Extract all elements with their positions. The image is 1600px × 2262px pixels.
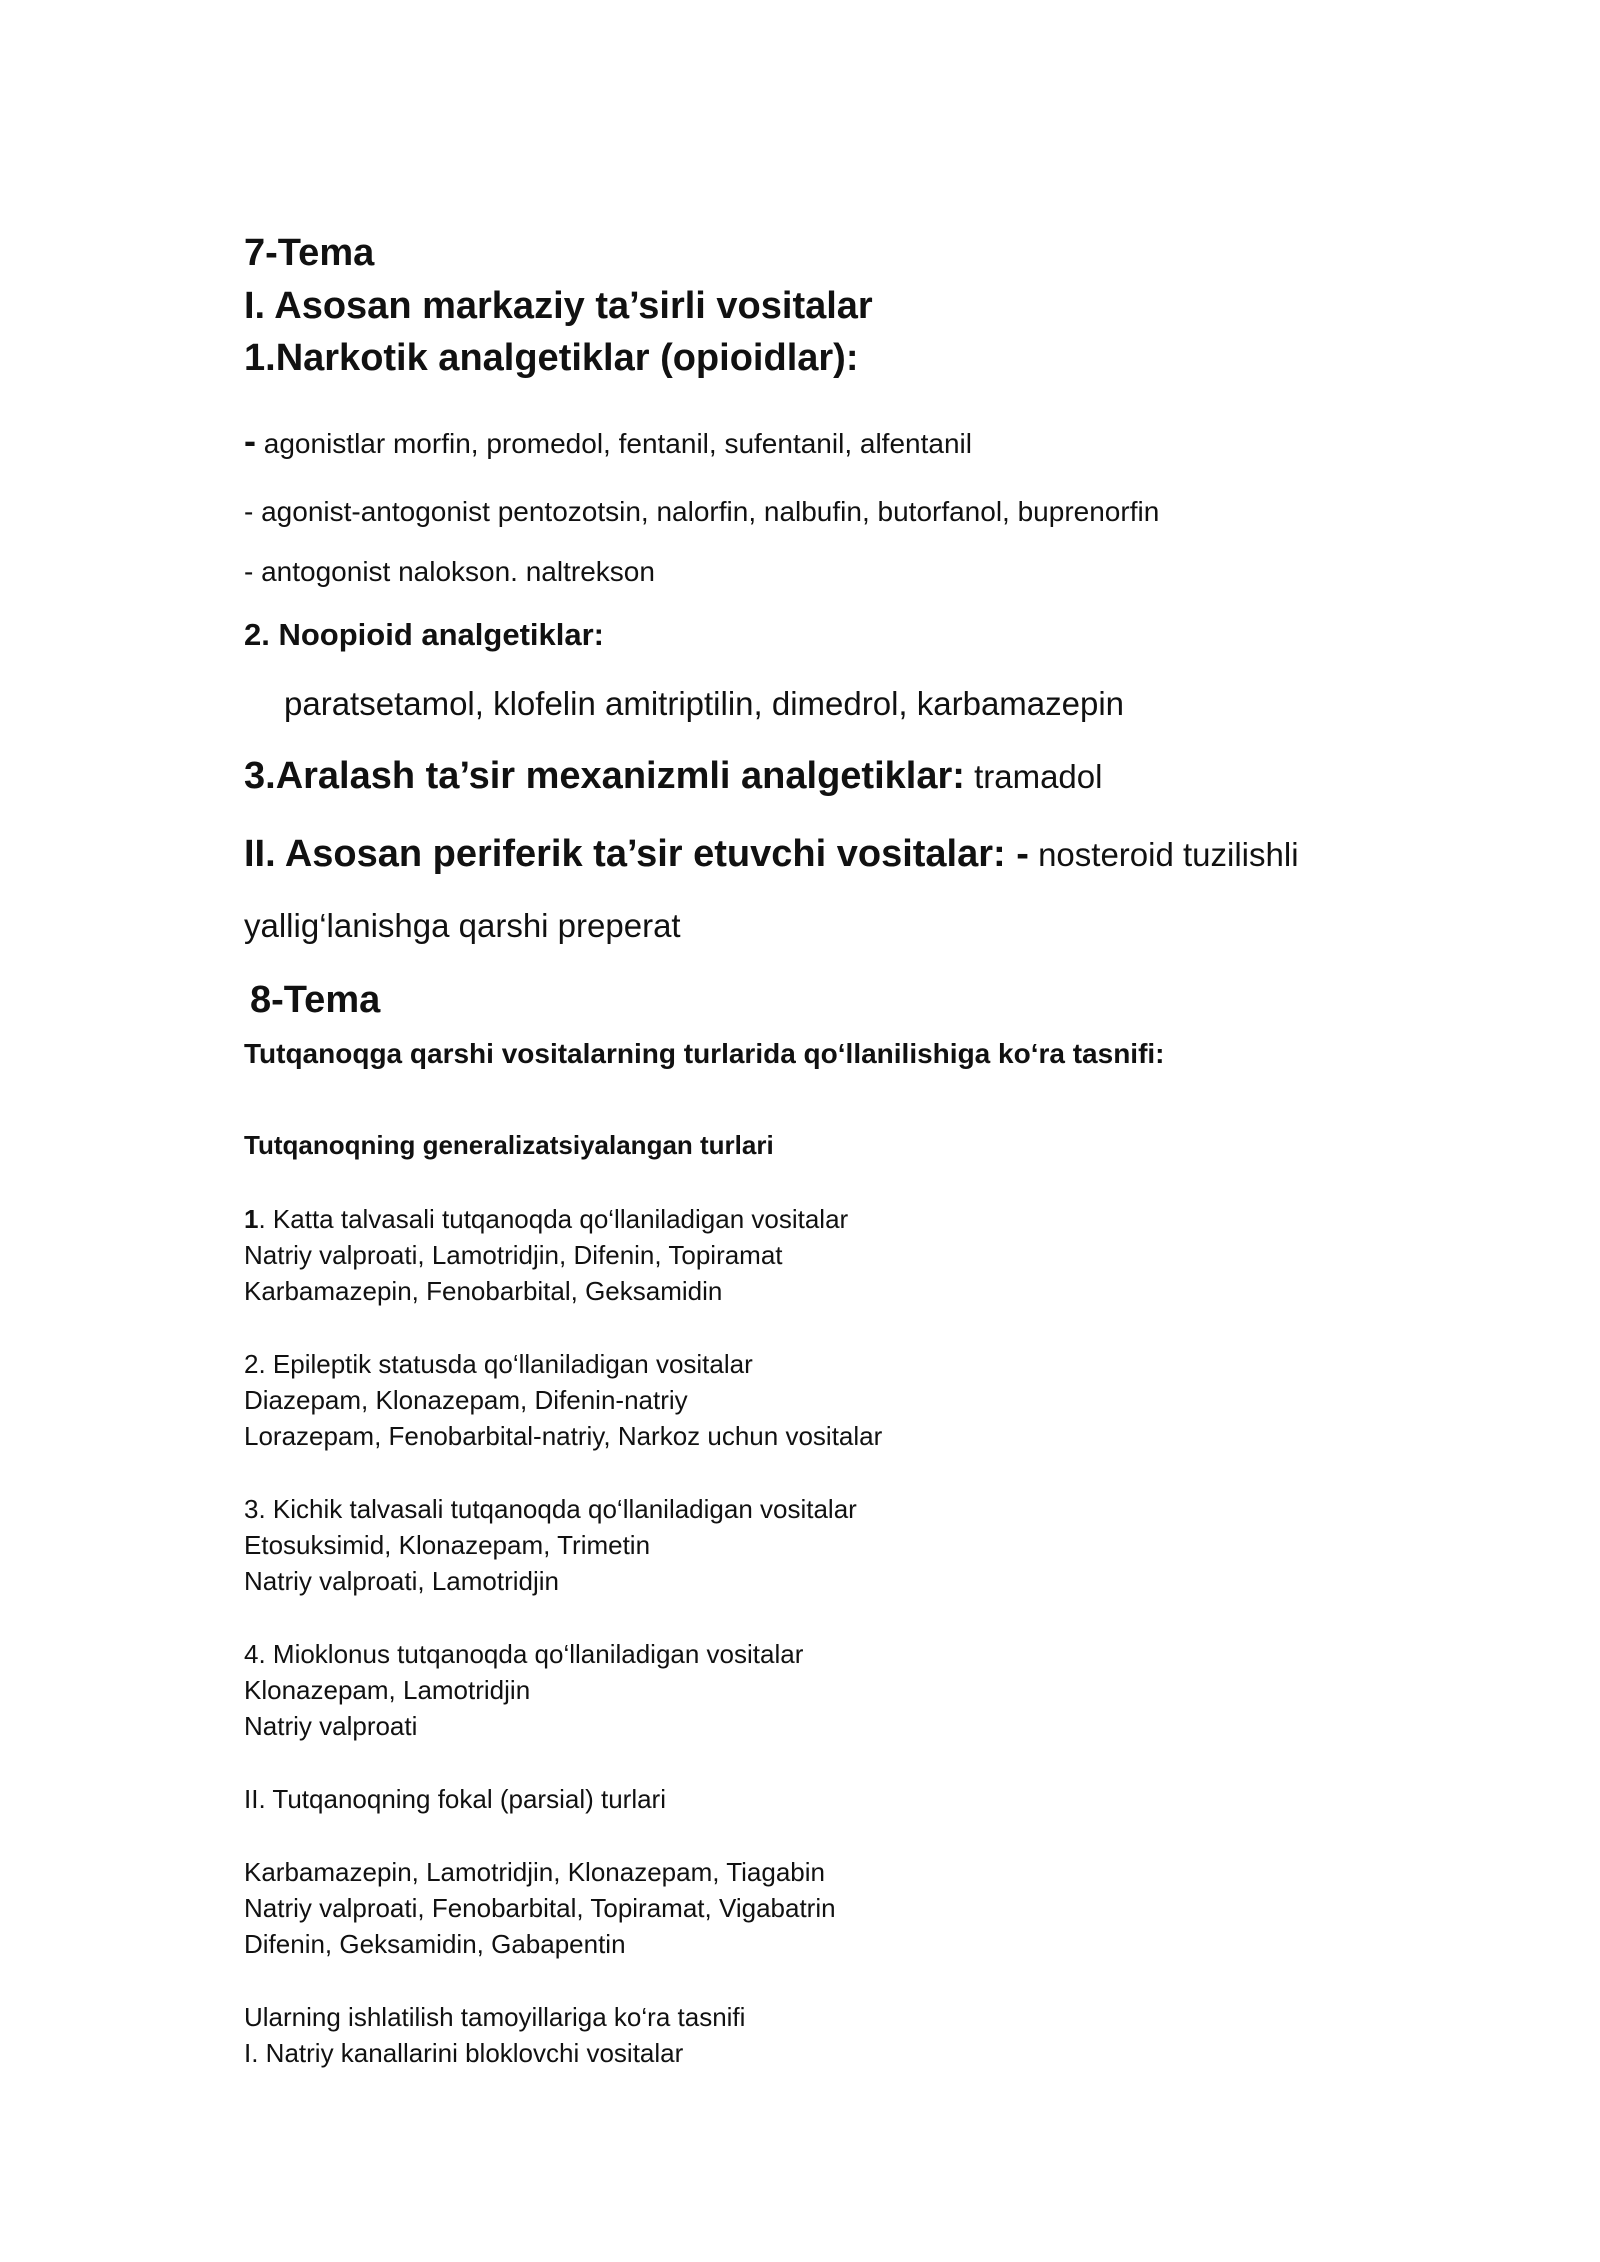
topic-7-title: 7-Tema: [244, 232, 375, 274]
group-4-line-1: Klonazepam, Lamotridjin: [244, 1675, 531, 1705]
group-2-heading: 2. Epileptik statusda qo‘llaniladigan vositalar: [244, 1349, 753, 1379]
section-2-continuation: yallig‘lanishga qarshi preperat: [244, 907, 681, 944]
focal-line-1: Karbamazepin, Lamotridjin, Klonazepam, Tiagabin: [244, 1857, 826, 1887]
generalized-heading: Tutqanoqning generalizatsiyalangan turlari: [244, 1130, 774, 1160]
agonists-text: agonistlar morfin, promedol, fentanil, sufentanil, alfentanil: [263, 428, 972, 459]
section-1-heading: I. Asosan markaziy ta’sirli vositalar: [244, 285, 873, 327]
agonist-antagonist-line: - agonist-antogonist pentozotsin, nalorfin, nalbufin, butorfanol, buprenorfin: [244, 496, 1160, 527]
group-3-line-2: Natriy valproati, Lamotridjin: [244, 1566, 560, 1596]
group-1-line-2: Karbamazepin, Fenobarbital, Geksamidin: [244, 1276, 723, 1306]
mixed-analgesics-text: tramadol: [964, 758, 1103, 795]
topic-8-title: 8-Tema: [250, 979, 381, 1021]
non-opioid-heading: 2. Noopioid analgetiklar:: [244, 617, 604, 652]
focal-heading: II. Tutqanoqning fokal (parsial) turlari: [244, 1784, 666, 1814]
group-3-heading: 3. Kichik talvasali tutqanoqda qo‘llaniladigan vositalar: [244, 1494, 857, 1524]
group-1-line-1: Natriy valproati, Lamotridjin, Difenin, Topiramat: [244, 1240, 783, 1270]
antagonist-line: - antogonist nalokson. naltrekson: [244, 556, 655, 587]
non-opioid-list: paratsetamol, klofelin amitriptilin, dimedrol, karbamazepin: [284, 685, 1125, 722]
mixed-analgesics-line: [244, 755, 1102, 799]
group-2-line-1: Diazepam, Klonazepam, Difenin-natriy: [244, 1385, 688, 1415]
group-1-number: 1: [244, 1204, 259, 1234]
focal-line-3: Difenin, Geksamidin, Gabapentin: [244, 1929, 626, 1959]
list-dash: -: [244, 420, 256, 461]
agonists-line: [244, 420, 972, 461]
topic-8-subtitle: Tutqanoqga qarshi vositalarning turlarida qo‘llanilishiga ko‘ra tasnifi:: [244, 1038, 1165, 1069]
principles-line: I. Natriy kanallarini bloklovchi vositalar: [244, 2038, 684, 2068]
group-4-heading: 4. Mioklonus tutqanoqda qo‘llaniladigan vositalar: [244, 1639, 804, 1669]
mixed-analgesics-heading: 3.Aralash ta’sir mexanizmli analgetiklar:: [244, 755, 965, 797]
group-2-line-2: Lorazepam, Fenobarbital-natriy, Narkoz uchun vositalar: [244, 1421, 883, 1451]
group-1-heading-text: . Katta talvasali tutqanoqda qo‘llaniladigan vositalar: [258, 1204, 849, 1234]
principles-heading: Ularning ishlatilish tamoyillariga ko‘ra tasnifi: [244, 2002, 746, 2032]
section-2-line: [244, 833, 1299, 877]
focal-line-2: Natriy valproati, Fenobarbital, Topiramat, Vigabatrin: [244, 1893, 836, 1923]
section-2-text: nosteroid tuzilishli: [1028, 836, 1299, 873]
group-3-line-1: Etosuksimid, Klonazepam, Trimetin: [244, 1530, 651, 1560]
narcotic-analgesics-heading: 1.Narkotik analgetiklar (opioidlar):: [244, 337, 859, 379]
group-4-line-2: Natriy valproati: [244, 1711, 418, 1741]
section-2-heading: II. Asosan periferik ta’sir etuvchi vositalar: -: [244, 833, 1029, 875]
group-1-heading: [244, 1205, 848, 1235]
